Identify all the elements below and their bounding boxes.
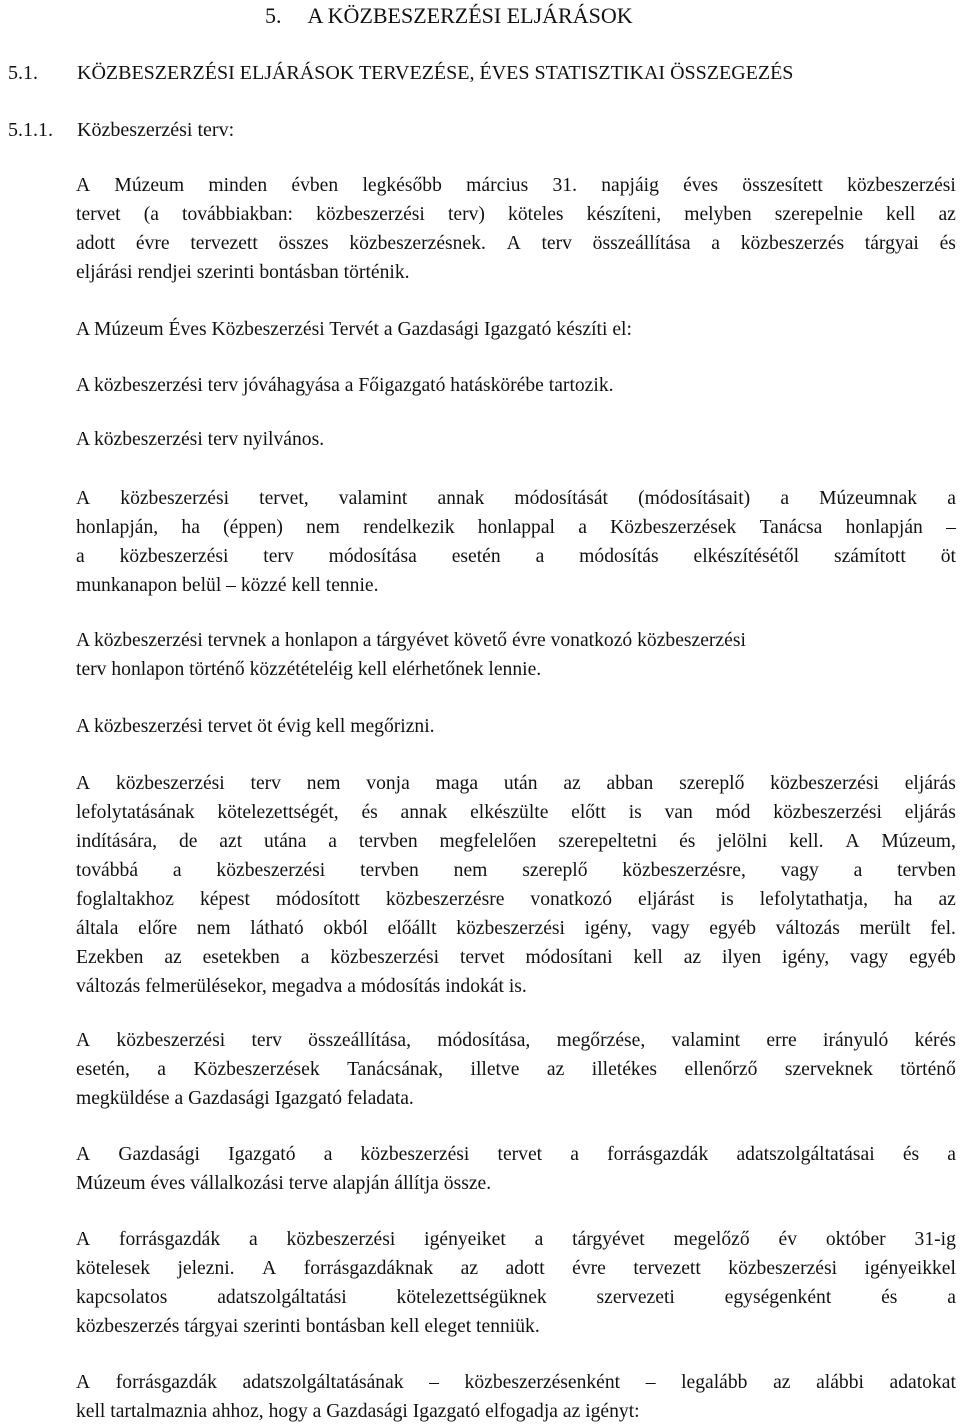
word: közbeszerzési (316, 204, 425, 225)
text-line (76, 513, 956, 542)
word: adatszolgáltatásai (736, 1144, 875, 1165)
word: év (778, 1229, 797, 1250)
text-line: A Múzeum Éves Közbeszerzési Tervét a Gazdasági Igazgató készíti el: (76, 319, 632, 340)
word: ha (893, 889, 913, 910)
word: tervben (358, 831, 418, 852)
word: egyéb (909, 947, 956, 968)
word: a (780, 488, 790, 509)
word: erre (766, 1030, 797, 1051)
word: esetekben (202, 947, 280, 968)
word: a (323, 1144, 333, 1165)
text-line: terv honlapon történő közzétételéig kell elérhetőnek lennie. (76, 659, 542, 680)
chapter-number: 5. (265, 3, 282, 28)
word: megfelelően (439, 831, 537, 852)
text-line: A közbeszerzési tervnek a honlapon a tárgyévet követő évre vonatkozó közbeszerzési (76, 630, 746, 651)
paragraph-responsibility (76, 1026, 956, 1113)
word: évre (572, 1258, 606, 1279)
word: A (76, 175, 91, 196)
text-line (76, 1026, 956, 1055)
word: kötelezettségüknek (396, 1287, 547, 1308)
word: közbeszerzési (286, 1229, 396, 1250)
word: összeállítása, (308, 1030, 412, 1051)
paragraph-modification (76, 769, 956, 1001)
word: 31. (552, 175, 577, 196)
text-line (76, 914, 956, 943)
paragraph-prepared-by (76, 315, 956, 344)
word: minden (208, 175, 268, 196)
word: módosítás (579, 546, 659, 567)
paragraph-publication (76, 484, 956, 600)
word: kell (885, 204, 916, 225)
word: forrásgazdák (607, 1144, 709, 1165)
word: vagy (780, 860, 819, 881)
word: eljárás (904, 802, 956, 823)
word: a (157, 1059, 166, 1080)
word: öt (940, 546, 956, 567)
word: szereplő (679, 773, 745, 794)
word: módosított (276, 889, 360, 910)
word: az (683, 947, 702, 968)
word: van (664, 802, 693, 823)
word: évben (291, 175, 339, 196)
word: napjáig (601, 175, 659, 196)
word: évre (135, 233, 170, 254)
word: összes (278, 233, 329, 254)
text-line: közbeszerzés tárgyai szerinti bontásban kell eleget tenniük. (76, 1316, 540, 1337)
word: A (76, 488, 91, 509)
word: igényeiket (424, 1229, 506, 1250)
word: elkészülte (470, 802, 549, 823)
word: az (164, 947, 182, 968)
word: tervet (76, 204, 121, 225)
text-line (76, 200, 956, 229)
word: adatokat (889, 1372, 956, 1393)
word: Múzeum, (881, 831, 956, 852)
text-line (76, 769, 956, 798)
text-line (76, 229, 956, 258)
word: szerepeltetni (558, 831, 658, 852)
word: rendelkezik (363, 517, 455, 538)
text-line: eljárási rendjei szerinti bontásban történik. (76, 262, 410, 283)
word: nem (306, 773, 341, 794)
word: eljárás (904, 773, 956, 794)
paragraph-availability (76, 626, 956, 684)
section-title: KÖZBESZERZÉSI ELJÁRÁSOK TERVEZÉSE, ÉVES STATISZTIKAI ÖSSZEGEZÉS (77, 62, 794, 84)
word: kötelesek (76, 1258, 150, 1279)
word: a (947, 488, 956, 509)
word: Gazdasági (118, 1144, 200, 1165)
word: összeállítása (592, 233, 691, 254)
text-line (76, 1225, 956, 1254)
word: honlapján (845, 517, 923, 538)
word: szervezeti (596, 1287, 675, 1308)
word: utána (264, 831, 307, 852)
word: alábbi (816, 1372, 864, 1393)
word: képest (199, 889, 250, 910)
section-heading (8, 60, 793, 86)
paragraph-data-requirements (76, 1368, 956, 1426)
text-line (76, 1368, 956, 1397)
word: készíteni, (586, 204, 662, 225)
word: okból (323, 918, 368, 939)
word: terv (263, 546, 294, 567)
word: A (76, 1144, 91, 1165)
word: tervet (497, 1144, 543, 1165)
text-line (76, 1140, 956, 1169)
word: valamint (671, 1030, 741, 1051)
word: annak (400, 802, 448, 823)
word: a (947, 1287, 956, 1308)
section-number: 5.1. (8, 62, 38, 84)
text-line (76, 171, 956, 200)
word: fel. (930, 918, 956, 939)
subsection-number: 5.1.1. (8, 119, 53, 141)
word: a (76, 546, 85, 567)
word: és (361, 802, 378, 823)
word: is (720, 889, 734, 910)
word: közbeszerzésenként (464, 1372, 621, 1393)
word: és (902, 1144, 920, 1165)
word: Közbeszerzések (193, 1059, 320, 1080)
word: október (825, 1229, 886, 1250)
word: kell (633, 947, 663, 968)
word: jelezni. (177, 1258, 235, 1279)
word: Igazgató (228, 1144, 296, 1165)
word: terv) (447, 204, 485, 225)
text-line (76, 943, 956, 972)
word: melyben (684, 204, 752, 225)
word: vonja (366, 773, 410, 794)
text-line (76, 542, 956, 571)
word: vagy (651, 918, 690, 939)
word: igényeikkel (864, 1258, 956, 1279)
word: elkészítésétől (693, 546, 800, 567)
word: honlappal (477, 517, 555, 538)
word: adott (76, 233, 116, 254)
word: igény, (584, 918, 632, 939)
word: forrásgazdák (115, 1372, 217, 1393)
word: illetékes (591, 1059, 658, 1080)
word: előtt (571, 802, 606, 823)
word: történő (900, 1059, 956, 1080)
word: A (76, 1372, 91, 1393)
text-line: A közbeszerzési terv nyilvános. (76, 429, 325, 450)
text-line (76, 1283, 956, 1312)
word: terv (251, 1030, 282, 1051)
word: esetén, (76, 1059, 130, 1080)
word: A (76, 1229, 91, 1250)
word: szereplő (522, 860, 588, 881)
word: továbbá (76, 860, 139, 881)
word: nem (306, 517, 340, 538)
word: közbeszerzési (330, 947, 440, 968)
word: legalább (681, 1372, 748, 1393)
word: tervezett (190, 233, 258, 254)
word: közbeszerzési (773, 802, 882, 823)
word: irányuló (823, 1030, 889, 1051)
word: 31-ig (914, 1229, 956, 1250)
word: módosítása, (437, 1030, 531, 1051)
word: közbeszerzési (119, 546, 229, 567)
word: Közbeszerzések (610, 517, 737, 538)
word: lefolytatásának (76, 802, 195, 823)
word: vagy (850, 947, 889, 968)
word: A (76, 1030, 91, 1051)
word: ha (181, 517, 200, 538)
word: kell. (789, 831, 824, 852)
word: éves (683, 175, 718, 196)
word: merült (859, 918, 911, 939)
word: maga (435, 773, 479, 794)
word: forrásgazdáknak (303, 1258, 434, 1279)
text-line: munkanapon belül – közzé kell tennie. (76, 575, 379, 596)
word: azt (219, 831, 243, 852)
word: köteles (508, 204, 564, 225)
word: Tanácsa (759, 517, 823, 538)
text-line (76, 798, 956, 827)
word: előállt (387, 918, 437, 939)
word: és (679, 831, 696, 852)
word: egyéb (709, 918, 757, 939)
word: közbeszerzési (728, 1258, 838, 1279)
word: annak (437, 488, 485, 509)
word: szerepelnie (774, 204, 863, 225)
word: legkésőbb (362, 175, 442, 196)
word: A (845, 831, 860, 852)
word: foglaltakhoz (76, 889, 174, 910)
word: és (939, 233, 956, 254)
word: kötelezettségét, (217, 802, 339, 823)
word: de (178, 831, 198, 852)
word: terv (250, 773, 281, 794)
word: A (76, 773, 91, 794)
text-line (76, 1055, 956, 1084)
word: megelőző (673, 1229, 750, 1250)
word: adatszolgáltatási (217, 1287, 347, 1308)
chapter-title: A KÖZBESZERZÉSI ELJÁRÁSOK (307, 3, 633, 28)
word: közbeszerzési (115, 773, 225, 794)
word: (éppen) (223, 517, 283, 538)
word: honlapján, (76, 517, 159, 538)
word: az (938, 204, 956, 225)
word: vonatkozó (530, 889, 613, 910)
text-line (76, 856, 956, 885)
word: továbbiakban: (182, 204, 293, 225)
word: tárgyévet (572, 1229, 645, 1250)
word: Tanácsának, (347, 1059, 444, 1080)
word: (módosításait) (638, 488, 751, 509)
word: a (249, 1229, 258, 1250)
word: tervet, (259, 488, 309, 509)
word: illetve (470, 1059, 520, 1080)
word: egységenként (724, 1287, 832, 1308)
word: közbeszerzésnek. (349, 233, 486, 254)
text-line (76, 885, 956, 914)
word: módosítani (525, 947, 613, 968)
word: (a (143, 204, 159, 225)
text-line: A közbeszerzési tervet öt évig kell megőrizni. (76, 716, 435, 737)
word: után (503, 773, 538, 794)
text-line: Múzeum éves vállalkozási terve alapján állítja össze. (76, 1173, 492, 1194)
text-line: változás felmerülésekor, megadva a módosítás indokát is. (76, 976, 527, 997)
word: általa (76, 918, 119, 939)
word: a (328, 831, 337, 852)
word: terv (541, 233, 572, 254)
word: az (563, 773, 581, 794)
word: módosítását (514, 488, 608, 509)
word: nem (453, 860, 488, 881)
word: nem (196, 918, 231, 939)
paragraph-fund-owners (76, 1225, 956, 1341)
chapter-heading (265, 2, 633, 30)
word: összesített (742, 175, 823, 196)
word: Ezekben (76, 947, 144, 968)
word: Múzeumnak (819, 488, 918, 509)
text-line: A közbeszerzési terv jóváhagyása a Főigazgató hatáskörébe tartozik. (76, 375, 614, 396)
text-line (76, 484, 956, 513)
word: ellenőrző (684, 1059, 758, 1080)
word: látható (250, 918, 304, 939)
word: közbeszerzési (216, 860, 326, 881)
text-line: megküldése a Gazdasági Igazgató feladata. (76, 1088, 414, 1109)
word: tárgyai (864, 233, 919, 254)
word: közbeszerzési (770, 773, 879, 794)
word: közbeszerzési (360, 1144, 470, 1165)
word: – (645, 1372, 656, 1393)
word: a (947, 1144, 956, 1165)
word: esetén (451, 546, 501, 567)
word: eljárást (638, 889, 695, 910)
word: indítására, (76, 831, 158, 852)
word: a (300, 947, 310, 968)
paragraph-retention (76, 712, 956, 741)
word: – (429, 1372, 439, 1393)
word: az (938, 889, 956, 910)
word: és (881, 1287, 898, 1308)
word: tervben (360, 860, 419, 881)
word: közbeszerzési (116, 1030, 226, 1051)
paragraph-compilation (76, 1140, 956, 1198)
word: a (534, 1229, 544, 1250)
word: – (946, 517, 956, 538)
word: a (853, 860, 863, 881)
word: kapcsolatos (76, 1287, 168, 1308)
word: közbeszerzési (120, 488, 230, 509)
word: közbeszerzésre (385, 889, 505, 910)
word: az (773, 1372, 791, 1393)
word: közbeszerzési (847, 175, 956, 196)
text-line: kell tartalmaznia ahhoz, hogy a Gazdasági Igazgató elfogadja az igényt: (76, 1401, 640, 1422)
word: ilyen (721, 947, 762, 968)
word: a (535, 546, 545, 567)
word: igény, (782, 947, 830, 968)
word: abban (606, 773, 654, 794)
word: közbeszerzés (740, 233, 845, 254)
word: Múzeum (114, 175, 185, 196)
word: forrásgazdák (118, 1229, 221, 1250)
word: lefolytathatja, (759, 889, 868, 910)
subsection-title: Közbeszerzési terv: (77, 119, 235, 141)
paragraph-approval (76, 371, 956, 400)
word: közbeszerzésre, (622, 860, 746, 881)
word: mód (715, 802, 751, 823)
text-line (76, 1254, 956, 1283)
word: valamint (338, 488, 408, 509)
word: megőrzése, (556, 1030, 646, 1051)
paragraph-public (76, 425, 956, 454)
word: tervben (897, 860, 956, 881)
word: szerveknek (784, 1059, 873, 1080)
word: az (460, 1258, 479, 1279)
word: A (262, 1258, 277, 1279)
word: tervezett (633, 1258, 701, 1279)
word: az (546, 1059, 565, 1080)
word: jelölni (717, 831, 768, 852)
word: is (628, 802, 642, 823)
word: A (506, 233, 521, 254)
word: a (578, 517, 587, 538)
paragraph-annual-plan (76, 171, 956, 287)
word: adott (505, 1258, 545, 1279)
word: a (172, 860, 182, 881)
text-line (76, 827, 956, 856)
word: kérés (914, 1030, 956, 1051)
word: módosítása (328, 546, 417, 567)
word: tervet (459, 947, 505, 968)
word: számított (833, 546, 906, 567)
word: március (466, 175, 529, 196)
subsection-heading (8, 117, 234, 143)
word: előre (138, 918, 178, 939)
word: változás (775, 918, 840, 939)
word: a (570, 1144, 579, 1165)
word: közbeszerzési (456, 918, 565, 939)
word: adatszolgáltatásának (242, 1372, 404, 1393)
word: a (711, 233, 720, 254)
